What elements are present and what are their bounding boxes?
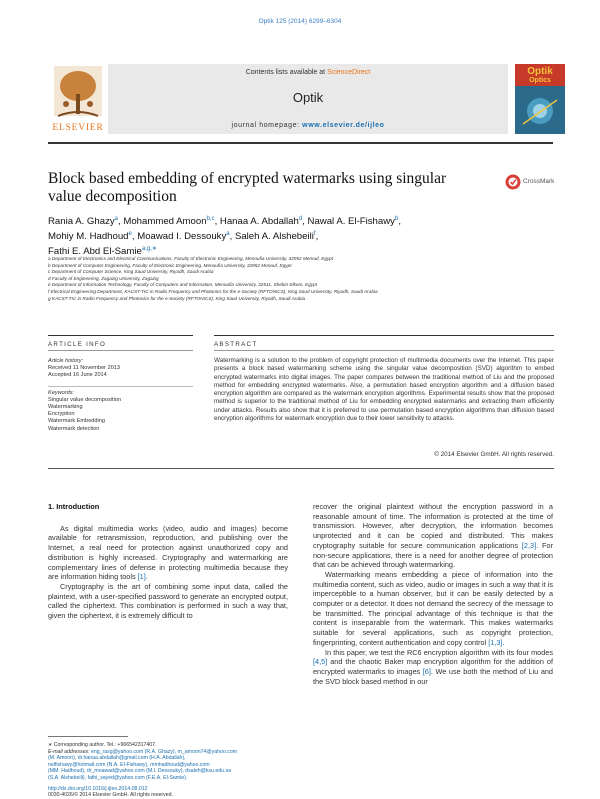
affil-sup[interactable]: d — [298, 216, 303, 222]
journal-citation[interactable]: Optik 125 (2014) 6299–6304 — [258, 18, 342, 25]
affiliation-item: a Department of Electronics and Electrical Communications, Faculty of Electronic Engineering, Menoufia University, 32952 Menouf, Egypt — [48, 256, 334, 261]
cover-subtitle: Optics — [529, 77, 551, 84]
affil-sup[interactable]: a,g,∗ — [141, 246, 157, 253]
article-info-rule — [48, 350, 193, 351]
author-hadhoud: Mohiy M. Hadhoud — [48, 231, 129, 243]
author-alshebeili: , Saleh A. Alshebeili — [229, 231, 314, 243]
keywords-divider — [48, 386, 193, 387]
footnote-rule — [48, 736, 128, 737]
author-abdelsamie: Fathi E. Abd El-Samie — [48, 246, 142, 258]
contents-line — [108, 69, 508, 76]
email-label: E-mail addresses: — [48, 748, 91, 755]
abstract-top-rule — [214, 335, 554, 336]
email-text[interactable]: (M. Amoon), dr.hanaa.abdallah@gmail.com (H.A. Abdallah), — [48, 755, 186, 762]
affil-sup[interactable]: f — [313, 231, 316, 238]
paragraph-text: As digital multimedia works (video, audio and images) become available for retransmission, reproduction, and publishing over the Internet, a real need for protection against unauthorized copy and distribution is highly increased. Cryptography and watermarking are complementary lines of defense in protecting multimedia because they are information hiding tools — [48, 523, 288, 582]
author-list — [48, 213, 518, 259]
affiliation-list — [48, 256, 558, 302]
paragraph-text: and the chaotic Baker map encryption algorithm for the addition of encrypted watermarks to images — [313, 657, 553, 676]
article-info-panel — [48, 358, 193, 433]
email-text[interactable]: (MM. Hadhoud), dr_moawad@yahoo.com (M.I. Dessouky), dsaleh@ksu.edu.sa — [48, 768, 231, 775]
reference-link[interactable]: [4,5] — [313, 657, 328, 667]
corresponding-author-note: ∗ Corresponding author. Tel.: +966542317407. — [48, 742, 157, 748]
affiliation-item: e Department of Information Technology, Faculty of Computers and Information, Menoufia University, 32511, Shebin Elkom, Egypt — [48, 282, 317, 288]
paragraph-text: Watermarking means embedding a piece of information into the multimedia content, such as video, audio or images in such a way that it is imperceptible to a human observer, but it can be easily detected by a computer or a detector. It does not demand the secrecy of the message to be transmitted. The principal advantage of this technique is that the content is inseparable from the watermark. This makes watermarks suitable for several applications, such as copyright protection, fingerprinting, content authentication and copy control — [313, 569, 553, 647]
journal-homepage — [108, 122, 508, 129]
abstract-heading: ABSTRACT — [214, 341, 258, 348]
masthead-rule — [48, 142, 553, 144]
affiliation-item: c Department of Computer Science, King Saud University, Riyadh, Saudi Arabia — [48, 269, 214, 275]
reference-link[interactable]: [6] — [422, 666, 431, 676]
history-label: Article history: — [48, 358, 84, 364]
issn-line: 0030-4026/© 2014 Elsevier GmbH. All rights reserved. — [48, 792, 173, 799]
affil-sup[interactable]: a — [226, 231, 230, 238]
reference-link[interactable]: [1,3] — [488, 637, 503, 647]
crossmark-badge[interactable] — [505, 174, 555, 190]
reference-link[interactable]: [1] — [137, 572, 146, 582]
intro-paragraph-2: Cryptography is the art of combining some input data, called the plaintext, with a user-specified password to generate an encrypted output, called the ciphertext. This combination is performed in such a way that, given the ciphertext, it is extremely difficult to — [48, 581, 288, 621]
journal-title: Optik — [292, 90, 324, 105]
body-column-left — [48, 502, 288, 621]
copyright-notice: © 2014 Elsevier GmbH. All rights reserved. — [434, 451, 554, 458]
keyword-item: Watermark detection — [48, 425, 100, 432]
section-heading-introduction: 1. Introduction — [48, 502, 100, 511]
affil-sup[interactable]: b,c — [206, 216, 215, 222]
author-abdallah: , Hanaa A. Abdallah — [214, 216, 299, 228]
article-info-top-rule — [48, 335, 193, 336]
author-amoon: , Mohammed Amoon — [118, 216, 207, 228]
intro-paragraph-3 — [313, 502, 553, 570]
affil-sup[interactable]: b — [394, 216, 399, 222]
affiliation-item: g KACST-TIC in Radio Frequency and Photonics for the e-Society (RFTONICS), King Saud University, Riyadh, Saudi Arabia — [48, 295, 306, 301]
paragraph-text: . For non-secure applications, there is a need for another degree of protection that can be achieved through watermarking. — [313, 540, 554, 570]
keywords-label: Keywords: — [48, 389, 75, 396]
cover-illustration — [521, 94, 559, 128]
doi-link[interactable]: http://dx.doi.org/10.1016/j.ijleo.2014.08.012 — [48, 785, 148, 792]
journal-masthead — [50, 64, 553, 144]
email-text[interactable]: eng_rasg@yahoo.com (R.A. Ghazy), m_amoon74@yahoo.com — [90, 748, 238, 755]
cover-title: Optik — [527, 66, 553, 77]
affiliation-item: f Electrical Engineering Department, KACST-TIC in Radio Frequency and Photonics for the e-Society (RFTONICS), King Saud University, Riyadh, Saudi Arabia — [48, 288, 378, 294]
intro-paragraph-5 — [313, 648, 553, 687]
author-line-1: Rania A. Ghazy$^a$, Mohammed Amoon$^{b,c}$, Hanaa A. Abdallah$^d$, Nawal A. El-Fishawy$^b$, — [48, 216, 401, 228]
keyword-item: Encryption — [48, 411, 75, 418]
paragraph-text: recover the original plaintext without the encryption password in a reasonable amount of time. The information is protected at the time of transmission. However, after decryption, the information becomes unprotected and it can be copied and distributed. This makes cryptography suitable for secure communication applications — [313, 502, 553, 550]
keyword-item: Singular value decomposition — [48, 396, 122, 403]
journal-header-box — [108, 64, 508, 134]
paragraph-text: . We use both the method of Liu and the SVD block based method in our — [313, 666, 553, 686]
email-line — [48, 749, 293, 756]
homepage-prefix: journal homepage: — [231, 122, 303, 129]
keyword-item: Watermark Embedding — [48, 418, 105, 425]
reference-link[interactable]: [2,3] — [521, 540, 537, 550]
abstract-rule — [214, 350, 554, 351]
author-elfishawy: , Nawal A. El-Fishawy — [302, 216, 395, 228]
crossmark-icon — [505, 174, 521, 190]
paragraph-text: . — [145, 572, 148, 582]
crossmark-label: CrossMark — [523, 178, 555, 185]
abstract-body: Watermarking is a solution to the problem of copyright protection of multimedia documents over the Internet. This paper presents a block based watermarking scheme using the singular value decomposition (SVD) algorithm to embed encrypted watermarks into digital images. The paper compares between the traditional method of Liu and the proposed method for embedding encrypted watermarks. Also, a permutation based encryption algorithm and a diffusion based encryption algorithm are compared as the watermark encryption algorithms. Experimental results show that the proposed method is superior to the traditional method of Liu for embedding encrypted watermarks and extracting them efficiently under attacks. Results also show that it is preferred to use permutation based encryption algorithms than diffusion based encryption algorithms for watermark encryption due to their lower sensitivity to attacks. — [214, 357, 554, 423]
email-text[interactable]: (S.A. Alshebeili), fathi_sayed@yahoo.com (F.E.A. El-Samie). — [48, 774, 188, 781]
contents-prefix: Contents lists available at — [245, 69, 328, 76]
author-dessouky: , Moawad I. Dessouky — [131, 231, 227, 243]
affil-sup[interactable]: e — [128, 231, 132, 238]
elsevier-wordmark: ELSEVIER — [52, 123, 104, 133]
abstract-bottom-rule — [48, 468, 554, 469]
sciencedirect-link[interactable]: ScienceDirect — [327, 69, 371, 76]
keyword-item: Watermarking — [48, 404, 83, 411]
journal-cover-thumbnail — [515, 64, 565, 134]
author-line-2: Mohiy M. Hadhoud$^e$, Moawad I. Dessouky$^a$, Saleh A. Alshebeili$^f$, — [48, 231, 319, 243]
author-ghazy: Rania A. Ghazy — [48, 216, 115, 228]
received-date: Received 11 November 2013 — [48, 365, 121, 372]
paragraph-text: . — [502, 637, 505, 647]
affiliation-item: b Department of Computer Engineering, Faculty of Electronic Engineering, Menoufia University, 32952 Menouf, Egypt — [48, 262, 292, 268]
body-column-right — [313, 502, 553, 686]
paragraph-text: In this paper, we test the RC6 encryption algorithm with its four modes — [325, 647, 553, 657]
intro-paragraph-4 — [313, 570, 553, 648]
paper-title: Block based embedding of encrypted watermarks using singular value decomposition — [48, 170, 447, 205]
article-info-heading: ARTICLE INFO — [48, 341, 107, 348]
footnote-block — [48, 742, 293, 799]
accepted-date: Accepted 16 June 2014 — [48, 372, 107, 379]
homepage-link[interactable]: www.elsevier.de/ijleo — [302, 122, 385, 129]
email-text[interactable]: nelfishawy@hotmail.com (N.A. El-Fishawy), mmhadhoud@yahoo.com — [48, 761, 210, 768]
affiliation-item: d Faculty of Engineering, Zagazig University, Zagazig — [48, 275, 159, 281]
affil-sup[interactable]: a — [114, 216, 119, 222]
intro-paragraph-1 — [48, 524, 288, 582]
